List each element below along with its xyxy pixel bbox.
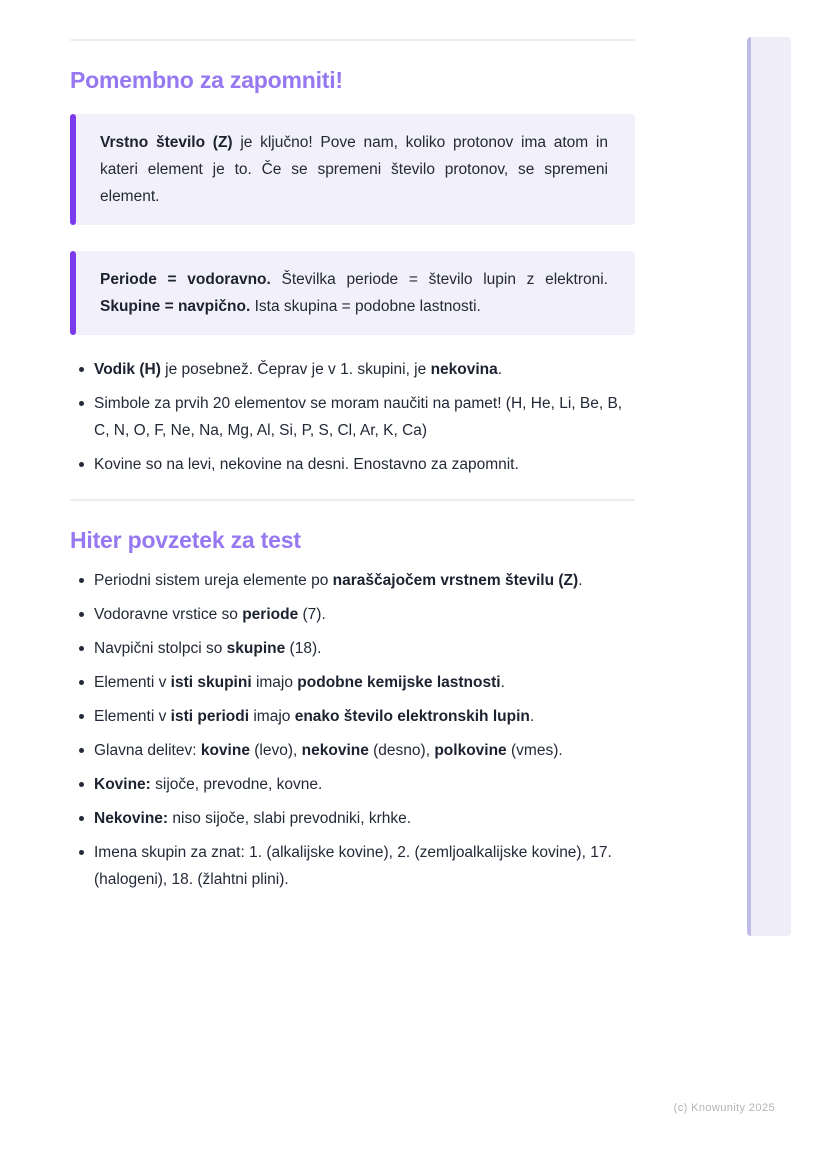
- list-item: Elementi v isti skupini imajo podobne kemijske lastnosti.: [70, 669, 635, 696]
- callout-atomic-number-text: Vrstno število (Z) je ključno! Pove nam, koliko protonov ima atom in kateri element je to. Če se spremeni število protonov, se spremeni element.: [100, 134, 608, 205]
- list-item: Simbole za prvih 20 elementov se moram naučiti na pamet! (H, He, Li, Be, B, C, N, O, F, Ne, Na, Mg, Al, Si, P, S, Cl, Ar, K, Ca): [70, 390, 635, 444]
- list-item: Vodik (H) je posebnež. Čeprav je v 1. skupini, je nekovina.: [70, 356, 635, 383]
- callout-atomic-number: [70, 114, 635, 225]
- callout-accent-bar: [70, 114, 76, 225]
- list-item: Kovine so na levi, nekovine na desni. Enostavno za zapomnit.: [70, 451, 635, 478]
- callout-periods-groups: [70, 251, 635, 335]
- summary-list: [70, 567, 635, 893]
- page-content: [70, 0, 635, 900]
- list-item: Nekovine: niso sijoče, slabi prevodniki, krhke.: [70, 805, 635, 832]
- copyright-note: (c) Knowunity 2025: [673, 1102, 775, 1114]
- list-item: Glavna delitev: kovine (levo), nekovine (desno), polkovine (vmes).: [70, 737, 635, 764]
- callout-accent-bar: [70, 251, 76, 335]
- section-heading-important: Pomembno za zapomniti!: [70, 67, 343, 93]
- list-item: Imena skupin za znat: 1. (alkalijske kovine), 2. (zemljoalkalijske kovine), 17. (halogeni), 18. (žlahtni plini).: [70, 839, 635, 893]
- list-item: Navpični stolpci so skupine (18).: [70, 635, 635, 662]
- list-item: Elementi v isti periodi imajo enako število elektronskih lupin.: [70, 703, 635, 730]
- list-item: Periodni sistem ureja elemente po naraščajočem vrstnem številu (Z).: [70, 567, 635, 594]
- side-page-edge: [747, 37, 791, 936]
- list-item: Kovine: sijoče, prevodne, kovne.: [70, 771, 635, 798]
- divider-top: [70, 39, 635, 41]
- divider-middle: [70, 499, 635, 501]
- list-item: Vodoravne vrstice so periode (7).: [70, 601, 635, 628]
- callout-periods-groups-text: Periode = vodoravno. Številka periode = število lupin z elektroni. Skupine = navpično. Ista skupina = podobne lastnosti.: [100, 271, 608, 315]
- memo-list: [70, 356, 635, 478]
- section-heading-summary: Hiter povzetek za test: [70, 527, 301, 553]
